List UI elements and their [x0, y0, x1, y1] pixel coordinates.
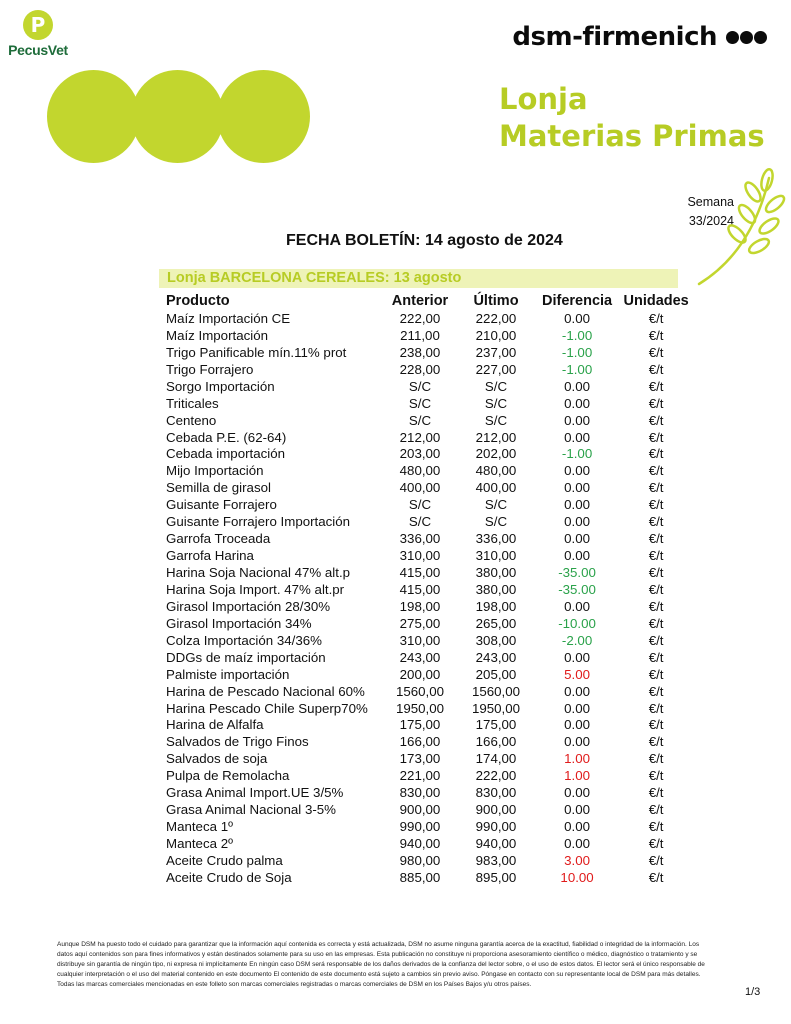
pecusvet-logo-letter: P	[30, 13, 46, 37]
cell-ultimo: S/C	[484, 395, 508, 411]
cell-unidades: €/t	[648, 514, 664, 530]
cell-ultimo: 222,00	[475, 768, 517, 784]
brand-name: dsm-firmenich	[512, 22, 717, 52]
cell-diferencia: -1.00	[561, 361, 593, 377]
cell-ultimo: 1950,00	[471, 700, 521, 716]
column-header-diferencia: Diferencia	[542, 292, 613, 309]
cell-diferencia: 1.00	[564, 751, 590, 767]
pecusvet-logo-mark	[23, 10, 53, 40]
cell-ultimo: 480,00	[475, 463, 517, 479]
cell-producto: Colza Importación 34/36%	[166, 632, 322, 648]
cell-diferencia: 0.00	[564, 734, 590, 750]
cell-unidades: €/t	[648, 429, 664, 445]
cell-producto: Girasol Importación 34%	[166, 615, 312, 631]
cell-anterior: S/C	[408, 497, 432, 513]
cell-ultimo: S/C	[484, 378, 508, 394]
cell-anterior: 222,00	[399, 310, 441, 326]
cell-anterior: 221,00	[399, 768, 441, 784]
cell-producto: Aceite Crudo palma	[166, 852, 283, 868]
cell-unidades: €/t	[648, 649, 664, 665]
table-row	[161, 767, 700, 784]
table-row	[161, 700, 700, 717]
cell-ultimo: 310,00	[475, 548, 517, 564]
cell-anterior: S/C	[408, 412, 432, 428]
cell-anterior: 228,00	[399, 361, 441, 377]
cell-diferencia: 0.00	[564, 497, 590, 513]
cell-producto: Sorgo Importación	[166, 378, 275, 394]
cell-producto: Pulpa de Remolacha	[166, 768, 290, 784]
cell-ultimo: S/C	[484, 412, 508, 428]
cell-diferencia: 0.00	[564, 700, 590, 716]
cell-producto: Maíz Importación	[166, 327, 268, 343]
cell-unidades: €/t	[648, 615, 664, 631]
cell-ultimo: 166,00	[475, 734, 517, 750]
column-header-unidades: Unidades	[623, 292, 689, 309]
table-row	[161, 429, 700, 446]
cell-producto: Garrofa Troceada	[166, 531, 271, 547]
cell-ultimo: 380,00	[475, 581, 517, 597]
cell-ultimo: 237,00	[475, 344, 517, 360]
cell-anterior: 310,00	[399, 548, 441, 564]
brand-dots-icon	[725, 31, 767, 44]
cell-diferencia: 3.00	[564, 852, 590, 868]
cell-diferencia: -1.00	[561, 344, 593, 360]
cell-unidades: €/t	[648, 412, 664, 428]
pecusvet-logo	[8, 10, 68, 58]
column-header-ultimo: Último	[473, 292, 519, 309]
cell-anterior: 212,00	[399, 429, 441, 445]
cell-producto: Salvados de Trigo Finos	[166, 734, 309, 750]
column-header-anterior: Anterior	[391, 292, 449, 309]
table-body	[161, 310, 700, 886]
table-row	[161, 378, 700, 395]
cell-ultimo: 1560,00	[471, 683, 521, 699]
cell-ultimo: 336,00	[475, 531, 517, 547]
table-row	[161, 818, 700, 835]
table-row	[161, 750, 700, 767]
cell-unidades: €/t	[648, 344, 664, 360]
cell-unidades: €/t	[648, 683, 664, 699]
cell-unidades: €/t	[648, 852, 664, 868]
cell-unidades: €/t	[648, 378, 664, 394]
cell-unidades: €/t	[648, 463, 664, 479]
cell-ultimo: 265,00	[475, 615, 517, 631]
cell-diferencia: 0.00	[564, 395, 590, 411]
cell-anterior: S/C	[408, 378, 432, 394]
cell-anterior: 480,00	[399, 463, 441, 479]
cell-producto: Semilla de girasol	[166, 480, 271, 496]
pecusvet-logo-name: PecusVet	[8, 42, 68, 58]
cell-unidades: €/t	[648, 802, 664, 818]
table-row	[161, 666, 700, 683]
cell-ultimo: S/C	[484, 497, 508, 513]
cell-producto: Mijo Importación	[166, 463, 264, 479]
cell-anterior: 211,00	[400, 327, 440, 343]
cell-anterior: S/C	[408, 514, 432, 530]
cell-anterior: 1560,00	[395, 683, 445, 699]
cell-unidades: €/t	[648, 565, 664, 581]
decorative-circle	[217, 70, 310, 163]
cell-producto: Guisante Forrajero Importación	[166, 514, 351, 530]
cell-producto: Cebada P.E. (62-64)	[166, 429, 287, 445]
cell-producto: Grasa Animal Import.UE 3/5%	[166, 785, 344, 801]
cell-ultimo: 400,00	[475, 480, 517, 496]
table-row	[161, 835, 700, 852]
cell-unidades: €/t	[648, 869, 664, 885]
table-row	[161, 615, 700, 632]
table-row	[161, 717, 700, 734]
cell-producto: DDGs de maíz importación	[166, 649, 326, 665]
table-row	[161, 801, 700, 818]
cell-unidades: €/t	[648, 734, 664, 750]
cell-unidades: €/t	[648, 632, 664, 648]
cell-anterior: 830,00	[399, 785, 441, 801]
cell-diferencia: 0.00	[564, 412, 590, 428]
cell-diferencia: 0.00	[564, 598, 590, 614]
cell-ultimo: 243,00	[475, 649, 517, 665]
cell-anterior: 203,00	[399, 446, 441, 462]
cell-ultimo: 900,00	[475, 802, 517, 818]
cell-unidades: €/t	[648, 768, 664, 784]
cell-producto: Palmiste importación	[166, 666, 290, 682]
cell-producto: Cebada importación	[166, 446, 286, 462]
table-row	[161, 412, 700, 429]
cell-ultimo: 990,00	[475, 819, 517, 835]
cell-diferencia: 0.00	[564, 378, 590, 394]
cell-producto: Salvados de soja	[166, 751, 268, 767]
cell-ultimo: 380,00	[475, 565, 517, 581]
cell-anterior: 885,00	[399, 869, 441, 885]
cell-producto: Trigo Forrajero	[166, 361, 254, 377]
price-table	[161, 291, 700, 886]
table-row	[161, 310, 700, 327]
cell-anterior: 336,00	[399, 531, 441, 547]
table-row	[161, 581, 700, 598]
cell-anterior: 400,00	[399, 480, 441, 496]
cell-diferencia: 0.00	[564, 802, 590, 818]
section-title: Lonja BARCELONA CEREALES: 13 agosto	[167, 270, 462, 286]
cell-ultimo: 212,00	[475, 429, 517, 445]
cell-producto: Guisante Forrajero	[166, 497, 277, 513]
decorative-circle	[47, 70, 140, 163]
cell-unidades: €/t	[648, 548, 664, 564]
cell-diferencia: 5.00	[564, 666, 590, 682]
cell-anterior: 200,00	[399, 666, 441, 682]
cell-producto: Harina Soja Import. 47% alt.pr	[166, 581, 345, 597]
table-row	[161, 344, 700, 361]
cell-producto: Maíz Importación CE	[166, 310, 291, 326]
cell-unidades: €/t	[648, 785, 664, 801]
cell-producto: Trigo Panificable mín.11% prot	[166, 344, 347, 360]
cell-ultimo: 175,00	[475, 717, 517, 733]
wheat-icon	[695, 168, 787, 288]
page-number: 1/3	[745, 986, 761, 998]
cell-anterior: 940,00	[399, 836, 441, 852]
cell-anterior: 1950,00	[395, 700, 445, 716]
cell-anterior: 173,00	[399, 751, 441, 767]
cell-diferencia: 0.00	[564, 819, 590, 835]
cell-diferencia: -35.00	[558, 565, 596, 581]
decorative-circle	[131, 70, 224, 163]
cell-producto: Harina Soja Nacional 47% alt.p	[166, 565, 351, 581]
table-row	[161, 446, 700, 463]
cell-anterior: S/C	[408, 395, 432, 411]
table-row	[161, 496, 700, 513]
table-row	[161, 784, 700, 801]
cell-unidades: €/t	[648, 446, 664, 462]
cell-diferencia: 1.00	[564, 768, 590, 784]
cell-ultimo: 830,00	[475, 785, 517, 801]
cell-ultimo: 205,00	[475, 666, 517, 682]
table-row	[161, 530, 700, 547]
dsm-firmenich-logo	[512, 22, 767, 52]
table-header-row	[161, 291, 700, 310]
cell-anterior: 238,00	[399, 344, 441, 360]
cell-producto: Triticales	[166, 395, 219, 411]
cell-diferencia: 0.00	[564, 429, 590, 445]
page-subtitle: Materias Primas	[499, 119, 765, 153]
cell-unidades: €/t	[648, 836, 664, 852]
cell-anterior: 415,00	[399, 565, 441, 581]
cell-anterior: 415,00	[399, 581, 441, 597]
table-row	[161, 547, 700, 564]
cell-diferencia: 0.00	[564, 463, 590, 479]
cell-anterior: 310,00	[399, 632, 441, 648]
cell-unidades: €/t	[648, 751, 664, 767]
cell-unidades: €/t	[648, 700, 664, 716]
table-row	[161, 852, 700, 869]
cell-unidades: €/t	[648, 395, 664, 411]
cell-unidades: €/t	[648, 531, 664, 547]
cell-unidades: €/t	[648, 480, 664, 496]
table-row	[161, 395, 700, 412]
disclaimer: Aunque DSM ha puesto todo el cuidado para garantizar que la información aquí contenida es correcta y está actualizada, DSM no asume ninguna garantía acerca de la exactitud, fiabilidad o integridad de la información. Los datos aquí contenidos son para fines informativos y están destinados solamente para su uso en las empresas. Esta publicación no constituye ni proporciona asesoramiento científico o médico, diagnóstico o tratamiento y se distribuye sin garantía de ningún tipo, ni expresa ni implícitamente En ningún caso DSM será responsable de los daños derivados de la confianza del lector sobre, o el uso de estos datos. El lector será el único responsable de cualquier interpretación o el uso del material contenido en este documento El contenido de este documento está sujeto a cambios sin previo aviso. Póngase en contacto con su representante local de DSM para más detalles. Todas las marcas comerciales mencionadas en este folleto son marcas comerciales registradas o marcas comerciales de DSM en los Países Bajos y/u otros países.	[57, 941, 705, 988]
cell-diferencia: 10.00	[560, 869, 594, 885]
cell-unidades: €/t	[648, 361, 664, 377]
cell-anterior: 980,00	[399, 852, 441, 868]
table-row	[161, 564, 700, 581]
cell-unidades: €/t	[648, 327, 664, 343]
cell-ultimo: 227,00	[475, 361, 517, 377]
cell-anterior: 990,00	[399, 819, 441, 835]
cell-ultimo: 983,00	[475, 852, 517, 868]
cell-anterior: 275,00	[399, 615, 441, 631]
cell-producto: Harina Pescado Chile Superp70%	[166, 700, 368, 716]
page-title: Lonja	[499, 82, 588, 116]
section-header	[159, 269, 678, 288]
table-row	[161, 649, 700, 666]
table-row	[161, 598, 700, 615]
column-header-producto: Producto	[166, 292, 230, 309]
cell-ultimo: 202,00	[475, 446, 517, 462]
cell-diferencia: 0.00	[564, 717, 590, 733]
cell-diferencia: 0.00	[564, 514, 590, 530]
cell-diferencia: 0.00	[564, 683, 590, 699]
cell-unidades: €/t	[648, 310, 664, 326]
cell-diferencia: 0.00	[564, 836, 590, 852]
semana-label: Semana	[687, 195, 734, 209]
table-row	[161, 462, 700, 479]
cell-diferencia: 0.00	[564, 548, 590, 564]
cell-anterior: 166,00	[399, 734, 441, 750]
table-row	[161, 361, 700, 378]
cell-unidades: €/t	[648, 666, 664, 682]
cell-producto: Garrofa Harina	[166, 548, 254, 564]
cell-ultimo: 198,00	[475, 598, 517, 614]
table-row	[161, 683, 700, 700]
cell-diferencia: 0.00	[564, 310, 590, 326]
cell-diferencia: 0.00	[564, 531, 590, 547]
cell-unidades: €/t	[648, 598, 664, 614]
cell-producto: Aceite Crudo de Soja	[166, 869, 292, 885]
cell-diferencia: 0.00	[564, 649, 590, 665]
cell-diferencia: 0.00	[564, 480, 590, 496]
table-row	[161, 479, 700, 496]
table-row	[161, 869, 700, 886]
cell-anterior: 198,00	[399, 598, 441, 614]
semana-value: 33/2024	[688, 214, 734, 228]
fecha-boletin: FECHA BOLETÍN: 14 agosto de 2024	[286, 232, 563, 249]
table-row	[161, 513, 700, 530]
cell-producto: Harina de Pescado Nacional 60%	[166, 683, 365, 699]
cell-ultimo: 210,00	[475, 327, 517, 343]
table-row	[161, 733, 700, 750]
cell-ultimo: S/C	[484, 514, 508, 530]
cell-diferencia: -1.00	[561, 446, 593, 462]
cell-producto: Harina de Alfalfa	[166, 717, 264, 733]
cell-unidades: €/t	[648, 717, 664, 733]
cell-producto: Grasa Animal Nacional 3-5%	[166, 802, 336, 818]
cell-anterior: 243,00	[399, 649, 441, 665]
cell-anterior: 175,00	[399, 717, 441, 733]
cell-diferencia: -35.00	[558, 581, 596, 597]
cell-ultimo: 174,00	[475, 751, 517, 767]
table-row	[161, 327, 700, 344]
cell-diferencia: 0.00	[564, 785, 590, 801]
cell-diferencia: -1.00	[561, 327, 593, 343]
cell-unidades: €/t	[648, 581, 664, 597]
cell-unidades: €/t	[648, 497, 664, 513]
cell-anterior: 900,00	[399, 802, 441, 818]
cell-producto: Girasol Importación 28/30%	[166, 598, 331, 614]
cell-ultimo: 940,00	[475, 836, 517, 852]
cell-diferencia: -2.00	[561, 632, 593, 648]
cell-ultimo: 895,00	[475, 869, 517, 885]
cell-ultimo: 222,00	[475, 310, 517, 326]
cell-producto: Manteca 2º	[166, 836, 233, 852]
cell-unidades: €/t	[648, 819, 664, 835]
cell-producto: Manteca 1º	[166, 819, 233, 835]
cell-ultimo: 308,00	[475, 632, 517, 648]
table-row	[161, 632, 700, 649]
cell-producto: Centeno	[166, 412, 217, 428]
cell-diferencia: -10.00	[558, 615, 596, 631]
